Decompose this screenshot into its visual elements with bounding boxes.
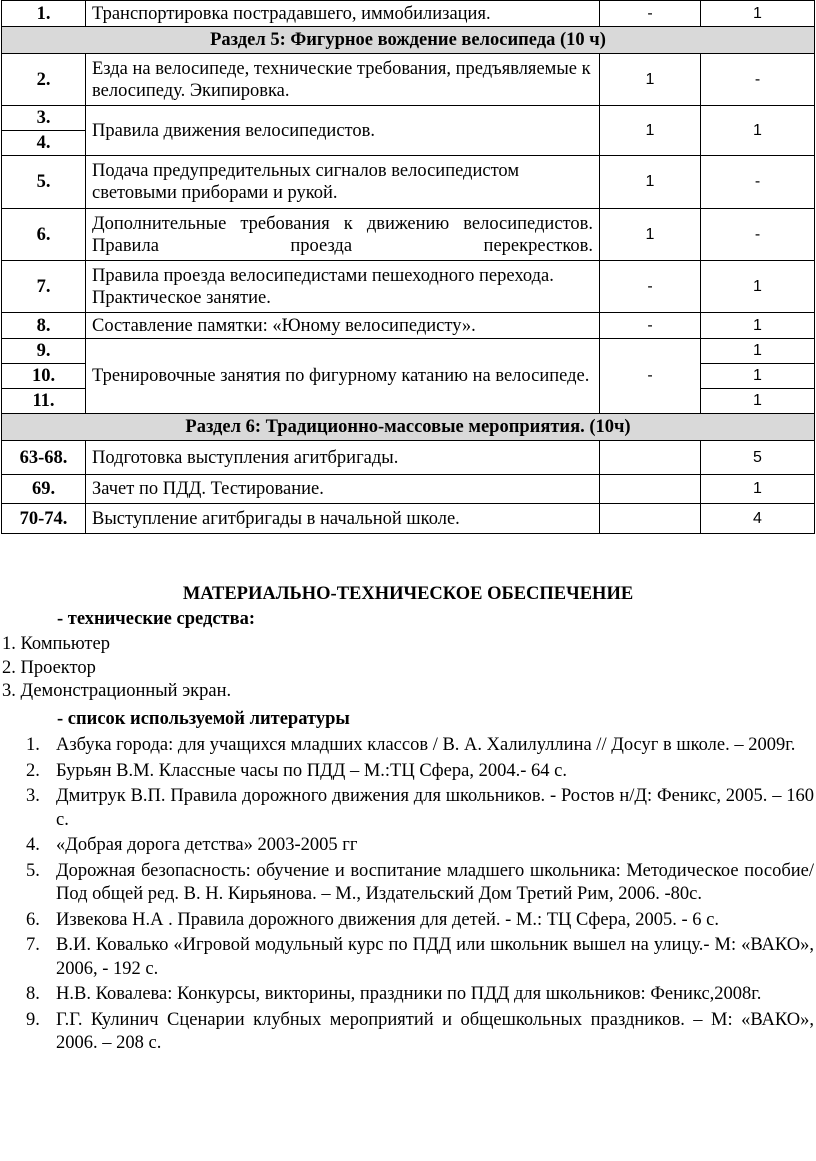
item-text: Азбука города: для учащихся младших классов / В. А. Халилуллина // Досуг в школе. – 2009г. <box>56 735 796 755</box>
section-title: Раздел 5: Фигурное вождение велосипеда (10 ч) <box>2 27 815 54</box>
row-number: 5. <box>2 156 86 209</box>
row-topic: Подготовка выступления агитбригады. <box>86 441 600 475</box>
table-row <box>2 475 815 504</box>
lesson-plan-table <box>1 0 815 534</box>
table-row <box>2 504 815 534</box>
row-theory-hours: - <box>600 339 701 414</box>
row-number: 11. <box>2 389 86 414</box>
list-item <box>20 734 814 758</box>
row-theory-hours <box>600 475 701 504</box>
list-item: 3. Демонстрационный экран. <box>2 681 232 701</box>
row-number: 7. <box>2 261 86 313</box>
tech-list <box>2 633 231 704</box>
row-practice-hours: 1 <box>701 261 815 313</box>
item-number: 2. <box>26 760 40 781</box>
literature-heading: - список используемой литературы <box>57 709 350 729</box>
row-topic: Составление памятки: «Юному велосипедисту». <box>86 313 600 339</box>
row-theory-hours: 1 <box>600 209 701 261</box>
row-number: 4. <box>2 131 86 156</box>
row-topic: Выступление агитбригады в начальной школе. <box>86 504 600 534</box>
row-practice-hours: 1 <box>701 475 815 504</box>
row-theory-hours: 1 <box>600 156 701 209</box>
tech-heading: - технические средства: <box>57 609 256 629</box>
item-text: В.И. Ковалько «Игровой модульный курс по ПДД или школьник вышел на улицу.- М: «ВАКО», 2006, - 192 с. <box>56 935 814 979</box>
item-number: 8. <box>26 984 40 1004</box>
list-item <box>20 1009 814 1056</box>
list-item <box>20 983 814 1007</box>
list-item <box>20 785 814 832</box>
table-row <box>2 54 815 106</box>
item-number: 4. <box>26 835 40 855</box>
row-practice-hours: 1 <box>701 1 815 27</box>
row-number: 70-74. <box>2 504 86 534</box>
item-number: 7. <box>26 935 40 955</box>
row-practice-hours: - <box>701 209 815 261</box>
item-text: Дорожная безопасность: обучение и воспитание младшего школьника: Методическое пособие/ Под общей ред. В. Н. Кирьянова. – М., Издательский Дом Третий Рим, 2006. -80с. <box>56 860 814 904</box>
row-number: 69. <box>2 475 86 504</box>
row-number: 8. <box>2 313 86 339</box>
row-practice-hours: 1 <box>701 364 815 389</box>
row-theory-hours: - <box>600 261 701 313</box>
row-number: 63-68. <box>2 441 86 475</box>
table-row <box>2 106 815 131</box>
literature-list <box>20 734 814 1058</box>
table-row <box>2 261 815 313</box>
row-theory-hours: - <box>600 313 701 339</box>
row-topic: Тренировочные занятия по фигурному катанию на велосипеде. <box>86 339 600 414</box>
table-row <box>2 313 815 339</box>
row-practice-hours: 1 <box>701 339 815 364</box>
row-theory-hours: - <box>600 1 701 27</box>
table-row <box>2 156 815 209</box>
list-item <box>20 860 814 907</box>
list-item <box>20 909 814 933</box>
row-topic: Дополнительные требования к движению велосипедистов. Правила проезда перекрестков. <box>86 209 600 261</box>
list-item: 1. Компьютер <box>2 634 110 654</box>
item-number: 9. <box>26 1009 40 1030</box>
item-text: Г.Г. Кулинич Сценарии клубных мероприятий и общешкольных праздников. – М: «ВАКО», 2006. – 208 с. <box>56 1009 814 1053</box>
item-number: 6. <box>26 909 40 930</box>
row-topic: Зачет по ПДД. Тестирование. <box>86 475 600 504</box>
item-number: 3. <box>26 786 40 806</box>
row-practice-hours: 4 <box>701 504 815 534</box>
item-text: Н.В. Ковалева: Конкурсы, викторины, праздники по ПДД для школьников: Феникс,2008г. <box>56 984 762 1004</box>
row-topic: Правила проезда велосипедистами пешеходного перехода. Практическое занятие. <box>86 261 600 313</box>
row-practice-hours: 1 <box>701 389 815 414</box>
list-item <box>20 834 814 858</box>
material-title: МАТЕРИАЛЬНО-ТЕХНИЧЕСКОЕ ОБЕСПЕЧЕНИЕ <box>182 584 634 604</box>
item-text: «Добрая дорога детства» 2003-2005 гг <box>56 835 358 855</box>
item-text: Дмитрук В.П. Правила дорожного движения для школьников. - Ростов н/Д: Феникс, 2005. – 160 с. <box>56 786 814 830</box>
row-number: 3. <box>2 106 86 131</box>
item-number: 1. <box>26 735 40 755</box>
row-practice-hours: 1 <box>701 106 815 156</box>
row-topic: Езда на велосипеде, технические требования, предъявляемые к велосипеду. Экипировка. <box>86 54 600 106</box>
row-practice-hours: - <box>701 54 815 106</box>
row-practice-hours: - <box>701 156 815 209</box>
row-practice-hours: 5 <box>701 441 815 475</box>
list-item <box>20 760 814 784</box>
table-row <box>2 1 815 27</box>
list-item: 2. Проектор <box>2 657 96 678</box>
row-practice-hours: 1 <box>701 313 815 339</box>
table-row <box>2 209 815 261</box>
row-theory-hours: 1 <box>600 54 701 106</box>
row-theory-hours: 1 <box>600 106 701 156</box>
row-number: 6. <box>2 209 86 261</box>
row-number: 2. <box>2 54 86 106</box>
row-number: 1. <box>2 1 86 27</box>
section-title: Раздел 6: Традиционно-массовые мероприятия. (10ч) <box>2 414 815 441</box>
row-number: 10. <box>2 364 86 389</box>
row-topic: Транспортировка пострадавшего, иммобилизация. <box>86 1 600 27</box>
item-text: Бурьян В.М. Классные часы по ПДД – М.:ТЦ Сфера, 2004.- 64 с. <box>56 760 567 781</box>
row-theory-hours <box>600 441 701 475</box>
list-item <box>20 934 814 981</box>
table-row <box>2 441 815 475</box>
item-number: 5. <box>26 860 40 881</box>
section-row <box>2 414 815 441</box>
row-theory-hours <box>600 504 701 534</box>
row-topic: Правила движения велосипедистов. <box>86 106 600 156</box>
item-text: Извекова Н.А . Правила дорожного движения для детей. - М.: ТЦ Сфера, 2005. - 6 с. <box>56 909 720 930</box>
row-number: 9. <box>2 339 86 364</box>
table-row <box>2 339 815 364</box>
row-topic: Подача предупредительных сигналов велосипедистом световыми приборами и рукой. <box>86 156 600 209</box>
section-row <box>2 27 815 54</box>
